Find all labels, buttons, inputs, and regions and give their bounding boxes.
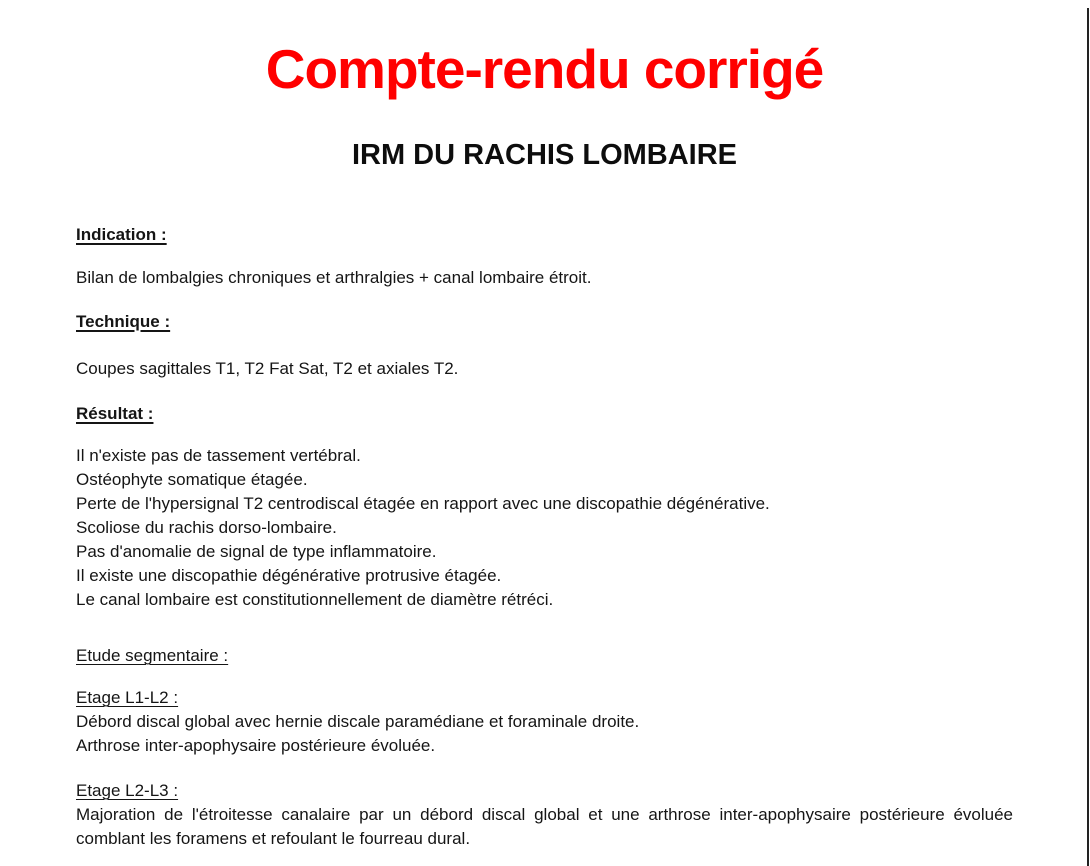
page-title: Compte-rendu corrigé <box>265 38 824 100</box>
section-heading-etage-l2-l3: Etage L2-L3 : <box>76 781 179 800</box>
section-heading-indication: Indication : <box>76 225 167 244</box>
resultat-line: Ostéophyte somatique étagée. <box>76 470 308 489</box>
document-subtitle: IRM DU RACHIS LOMBAIRE <box>351 139 738 171</box>
resultat-paragraph <box>76 444 1013 612</box>
resultat-line: Il existe une discopathie dégénérative protrusive étagée. <box>76 566 502 585</box>
resultat-line: Pas d'anomalie de signal de type inflammatoire. <box>76 542 437 561</box>
etage-l2-l3-text: Majoration de l'étroitesse canalaire par un débord discal global et une arthrose inter-apophysaire postérieure évoluée comblant les foramens et refoulant le fourreau dural. <box>76 805 1013 848</box>
section-heading-resultat: Résultat : <box>76 404 154 423</box>
etage-l1-l2-paragraph <box>76 710 1013 758</box>
resultat-line: Scoliose du rachis dorso-lombaire. <box>76 518 337 537</box>
section-heading-etage-l1-l2: Etage L1-L2 : <box>76 688 179 707</box>
technique-text: Coupes sagittales T1, T2 Fat Sat, T2 et axiales T2. <box>76 359 459 378</box>
etage-l1-l2-line: Arthrose inter-apophysaire postérieure évoluée. <box>76 736 436 755</box>
page-edge-line <box>1087 8 1089 866</box>
section-heading-technique: Technique : <box>76 312 171 331</box>
resultat-line: Le canal lombaire est constitutionnellement de diamètre rétréci. <box>76 590 554 609</box>
section-heading-etude-segmentaire: Etude segmentaire : <box>76 646 229 665</box>
resultat-line: Perte de l'hypersignal T2 centrodiscal étagée en rapport avec une discopathie dégénérative. <box>76 494 770 513</box>
etage-l1-l2-line: Débord discal global avec hernie discale paramédiane et foraminale droite. <box>76 712 640 731</box>
resultat-line: Il n'existe pas de tassement vertébral. <box>76 446 361 465</box>
indication-text: Bilan de lombalgies chroniques et arthralgies + canal lombaire étroit. <box>76 268 592 287</box>
